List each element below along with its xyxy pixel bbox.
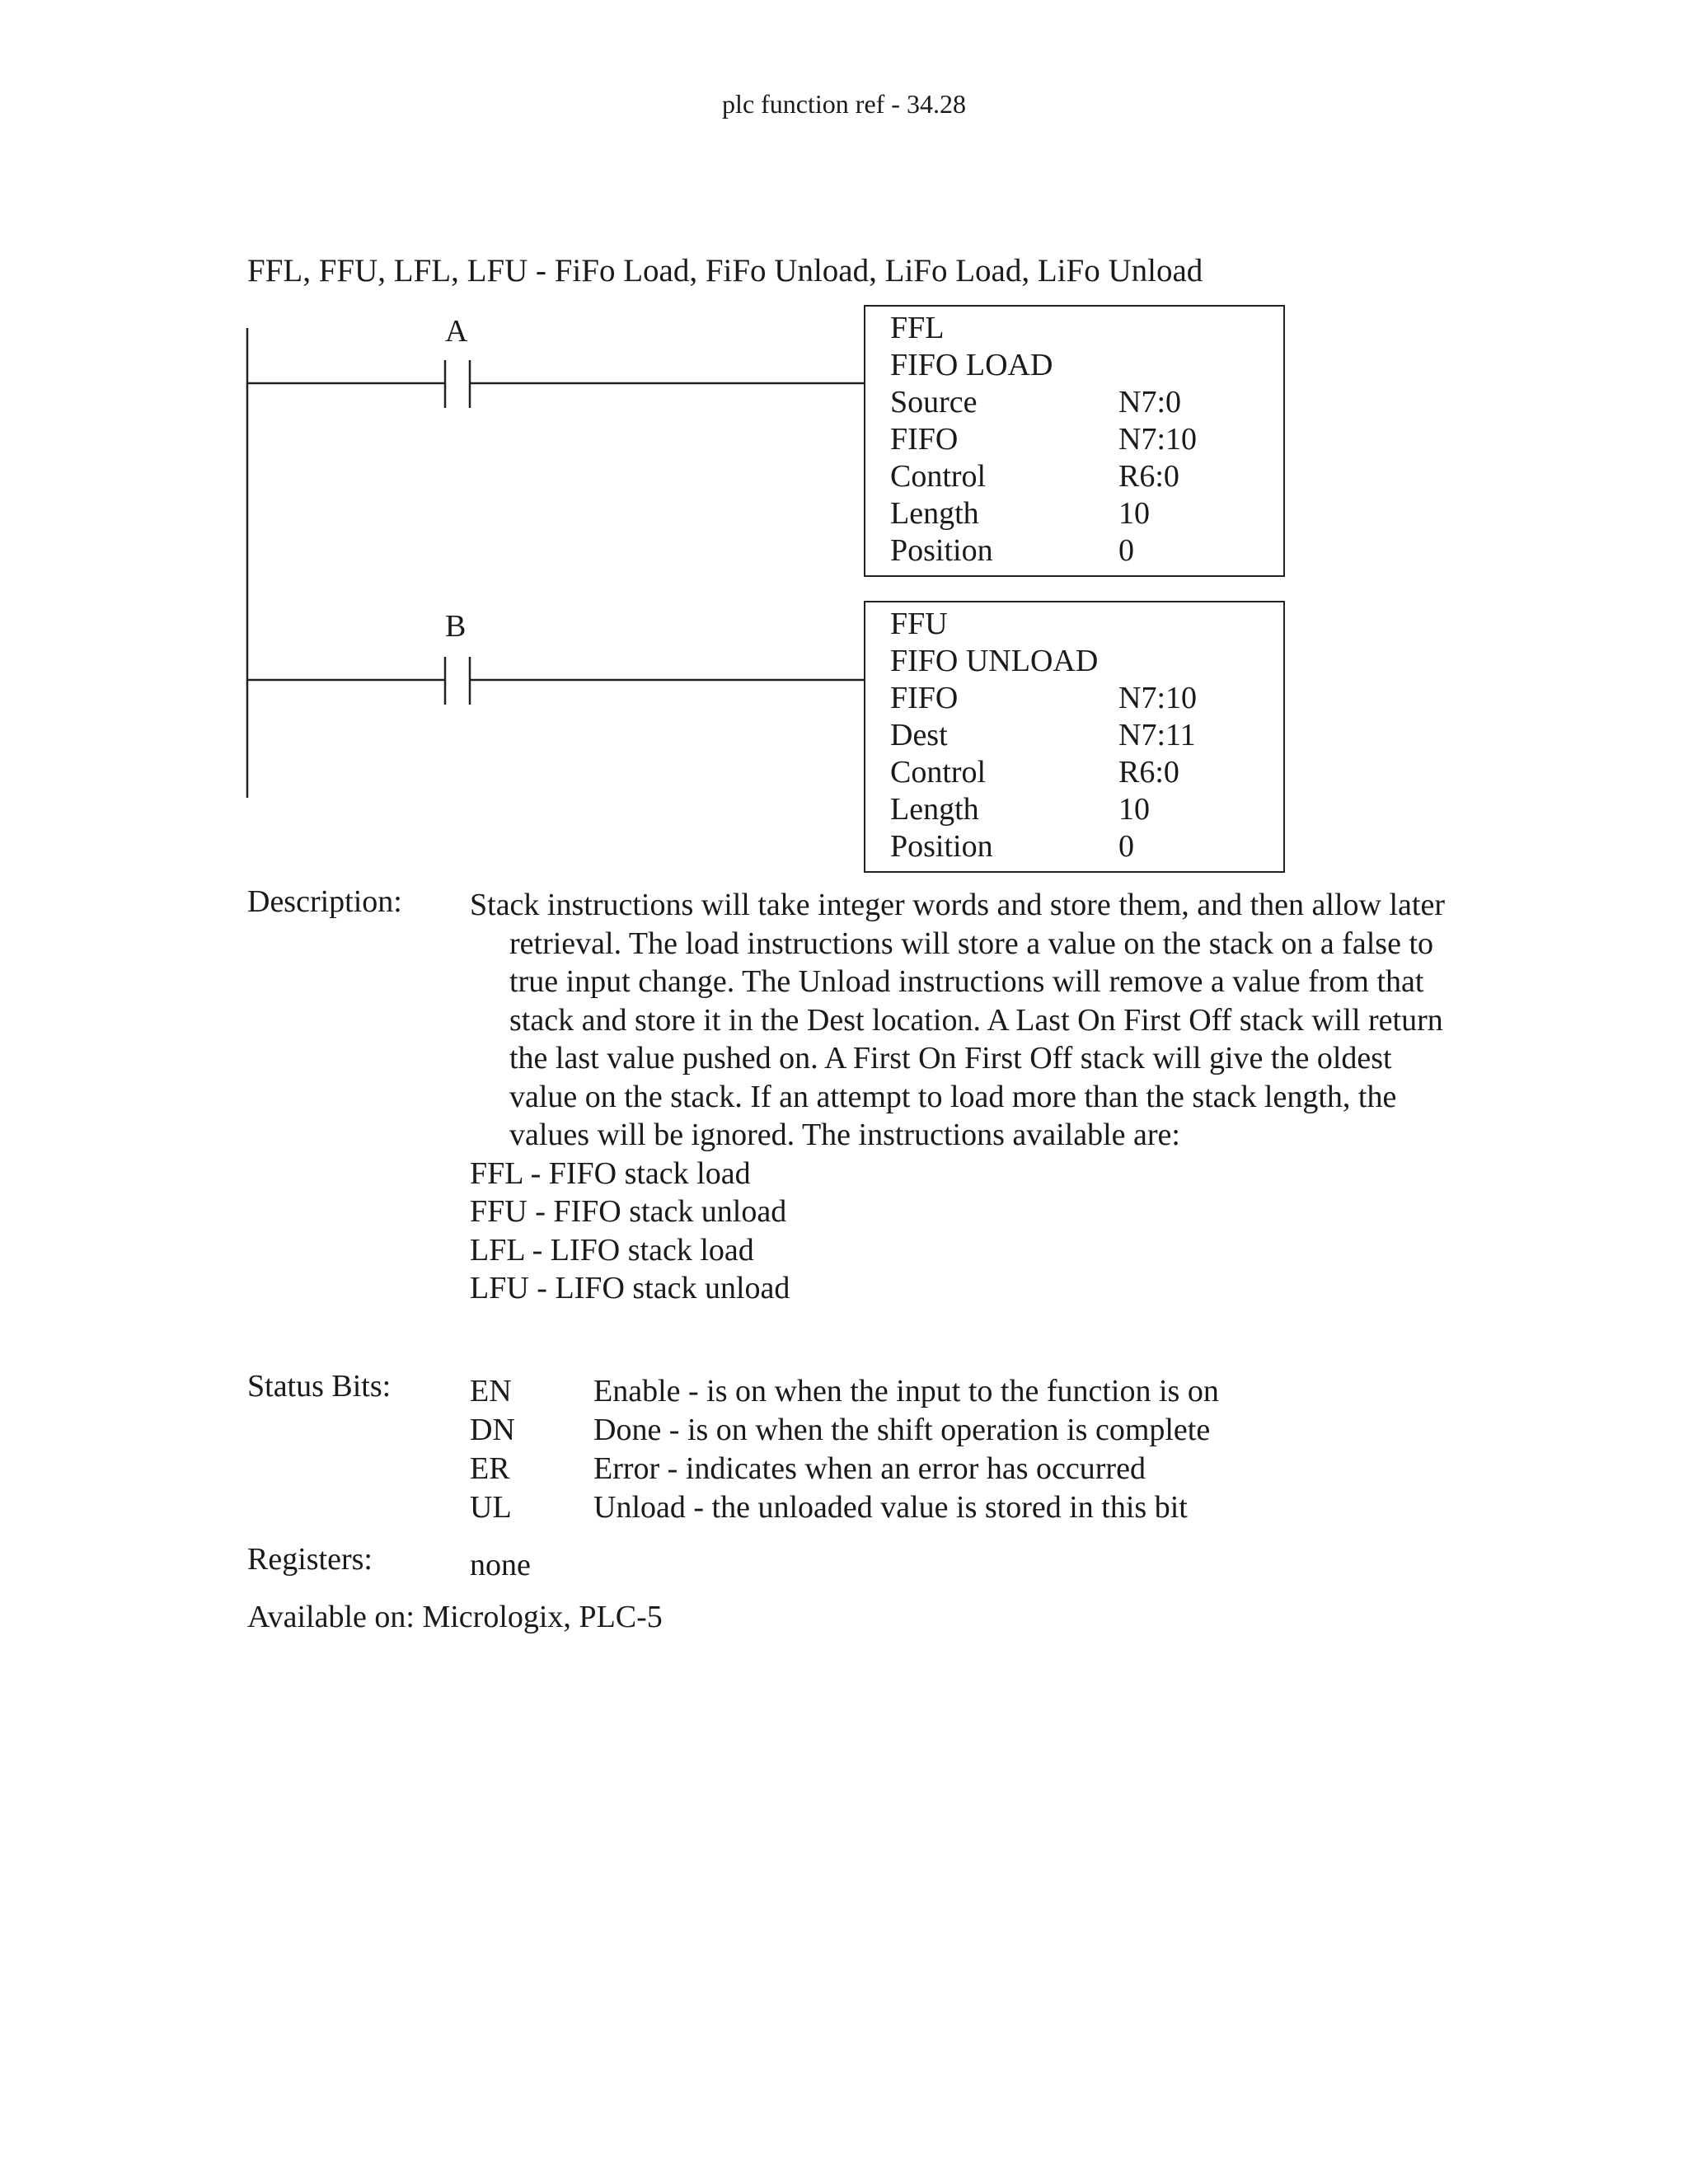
status-desc: Enable - is on when the input to the function is on xyxy=(593,1374,1219,1408)
contact-b-label: B xyxy=(445,609,467,644)
ffu-control-value: R6:0 xyxy=(1118,755,1179,790)
ffu-position-key: Position xyxy=(890,829,993,864)
status-code: ER xyxy=(470,1451,510,1486)
ffu-length-key: Length xyxy=(890,792,979,827)
ffl-source-value: N7:0 xyxy=(1118,385,1181,419)
status-desc: Unload - the unloaded value is stored in this bit xyxy=(593,1490,1188,1525)
status-row xyxy=(470,1450,1294,1488)
instruction-lfl: LFL - LIFO stack load xyxy=(470,1232,754,1268)
ffl-control-key: Control xyxy=(890,459,987,494)
ffu-fifo-value: N7:10 xyxy=(1118,681,1197,715)
ffu-dest-key: Dest xyxy=(890,718,948,752)
ffl-control-value: R6:0 xyxy=(1118,459,1179,494)
contact-a-label: A xyxy=(445,314,468,349)
ffl-block xyxy=(864,305,1285,577)
description-paragraph: Stack instructions will take integer words and store them, and then allow later retrieval. The load instructions will store a value on the stack on a false to true input change. The Unload instructions will remove a value from that stack and store it in the Dest location. A Last On First Off stack will return the last value pushed on. A First On First Off stack will give the oldest value on the stack. If an attempt to load more than the stack length, the values will be ignored. The instructions available are: xyxy=(470,888,1445,1152)
ffl-fifo-key: FIFO xyxy=(890,422,959,457)
ffu-fifo-key: FIFO xyxy=(890,681,959,715)
ffu-position-value: 0 xyxy=(1118,829,1134,864)
ffl-source-key: Source xyxy=(890,385,978,419)
ffl-position-key: Position xyxy=(890,533,993,568)
ffl-fifo-value: N7:10 xyxy=(1118,422,1197,457)
registers-value: none xyxy=(470,1548,531,1582)
description-label: Description: xyxy=(247,884,402,919)
status-bits-label: Status Bits: xyxy=(247,1369,392,1404)
status-desc: Error - indicates when an error has occurred xyxy=(593,1451,1146,1486)
available-on: Available on: Micrologix, PLC-5 xyxy=(247,1600,663,1634)
ffu-block xyxy=(864,601,1285,873)
ffu-control-key: Control xyxy=(890,755,987,790)
ffl-block-subtitle: FIFO LOAD xyxy=(890,348,1053,382)
instruction-ffl: FFL - FIFO stack load xyxy=(470,1155,751,1191)
status-row xyxy=(470,1372,1294,1411)
ffl-block-name: FFL xyxy=(890,311,945,345)
ffu-block-name: FFU xyxy=(890,607,948,641)
status-row xyxy=(470,1411,1294,1450)
page-header: plc function ref - 34.28 xyxy=(722,89,966,119)
status-row xyxy=(470,1488,1294,1527)
status-code: DN xyxy=(470,1413,515,1447)
ffl-length-key: Length xyxy=(890,496,979,531)
description-body xyxy=(470,886,1451,1308)
ffu-block-subtitle: FIFO UNLOAD xyxy=(890,644,1099,678)
ladder-diagram xyxy=(0,0,1688,907)
instruction-lfu: LFU - LIFO stack unload xyxy=(470,1271,790,1305)
status-code: EN xyxy=(470,1374,512,1408)
section-title: FFL, FFU, LFL, LFU - FiFo Load, FiFo Unload, LiFo Load, LiFo Unload xyxy=(247,253,1203,288)
status-bits-list xyxy=(470,1372,1294,1527)
ffl-length-value: 10 xyxy=(1118,496,1150,531)
ffu-length-value: 10 xyxy=(1118,792,1150,827)
ffu-dest-value: N7:11 xyxy=(1118,718,1196,752)
instruction-ffu: FFU - FIFO stack unload xyxy=(470,1194,787,1229)
status-code: UL xyxy=(470,1490,512,1525)
status-desc: Done - is on when the shift operation is complete xyxy=(593,1413,1211,1447)
registers-label: Registers: xyxy=(247,1542,373,1577)
ffl-position-value: 0 xyxy=(1118,533,1134,568)
